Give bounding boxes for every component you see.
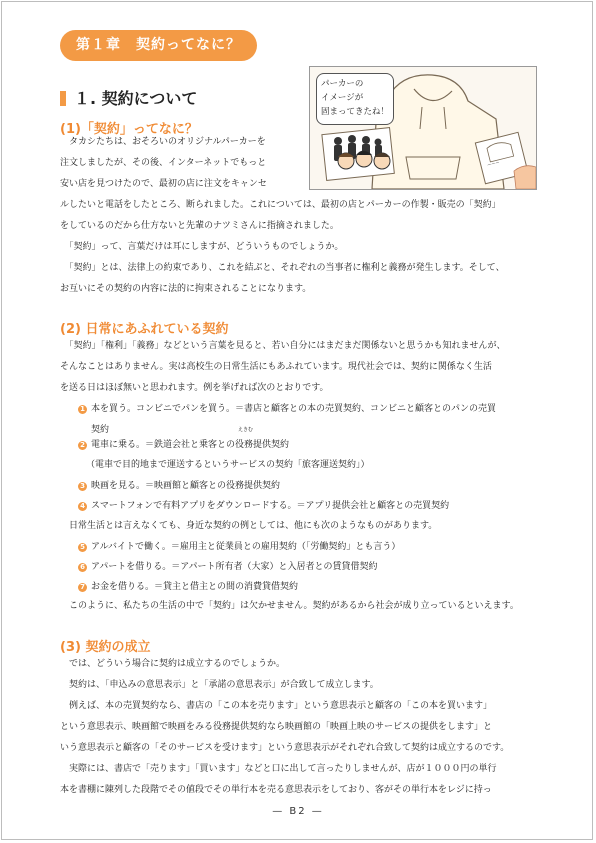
example-text: スマートフォンで有料アプリをダウンロードする。＝アプリ提供会社と顧客との売買契約: [91, 501, 450, 511]
sub1-line: 「契約」って、言葉だけは耳にしますが、どういうものでしょうか。: [60, 242, 344, 252]
example-item: [78, 557, 378, 578]
sub2-intro-line: を送る日はほぼ無いと思われます。例を挙げれば次のとおりです。: [60, 383, 329, 393]
sub2-intro-line: 「契約」「権利」「義務」などという言葉を見ると、若い自分にはまだまだ関係ないと思うかも知れませんが、: [60, 341, 506, 351]
example-text: お金を借りる。＝貸主と借主との間の消費貸借契約: [91, 582, 299, 592]
speech-bubble: [316, 73, 394, 125]
example-text: アルバイトで働く。＝雇用主と従業員との雇用契約（「労働契約」とも言う）: [91, 542, 401, 552]
example-text: 映画を見る。＝映画館と顧客との役務提供契約: [91, 481, 281, 491]
speech-line: イメージが: [321, 93, 364, 103]
sub3-line: 契約は、「申込みの意思表示」と「承諾の意思表示」が合致して成立します。: [60, 680, 379, 690]
example-text: アパートを借りる。＝アパート所有者（大家）と入居者との賃貸借契約: [91, 562, 378, 572]
sub1-line: 安い店を見つけたので、最初の店に注文をキャンセ: [60, 179, 267, 189]
sub3-line: 本を書棚に陳列した段階でその値段でその単行本を売る意思表示をしており、客がその単行本をレジに持っ: [60, 785, 492, 795]
sub3-line: 例えば、本の売買契約なら、書店の「この本を売ります」という意思表示と顧客の「この本を買います」: [60, 701, 493, 711]
chapter-banner: 第１章 契約ってなに？: [60, 30, 257, 61]
sub1-line: ルしたいと電話をしたところ、断られました。これについては、最初の店とパーカーの作製・販売の「契約」: [60, 200, 501, 210]
speech-line: パーカーの: [321, 79, 364, 89]
example-item: [78, 399, 496, 420]
sub2-title: (2) 日常にあふれている契約: [60, 322, 229, 337]
page-number: — B2 —: [272, 806, 324, 817]
item-number-icon: 2: [78, 441, 87, 450]
item-number-icon: 3: [78, 482, 87, 491]
section-title: １. 契約について: [74, 89, 198, 108]
sub3-line: という意思表示、映画館で映画をみる役務提供契約なら映画館の「映画上映のサービスの提供をします」と: [60, 722, 493, 732]
sub2-outro: このように、私たちの生活の中で「契約」は欠かせません。契約があるから社会が成り立っているといえます。: [60, 601, 519, 611]
sub3-title: (3) 契約の成立: [60, 640, 151, 655]
item-number-icon: 6: [78, 563, 87, 572]
sub2-intro-line: そんなことはありません。実は高校生の日常生活にもあふれています。現代社会では、契約に関係なく生活: [60, 362, 492, 372]
sub1-line: 「契約」とは、法律上の約束であり、これを結ぶと、それぞれの当事者に権利と義務が発生します。そして、: [60, 263, 505, 273]
example-text: 契約: [91, 425, 110, 435]
sub3-line: 実際には、書店で「売ります」「買います」などと口に出して言ったりしませんが、店が１０００円の単行: [60, 764, 497, 774]
speech-line: 固まってきたね！: [321, 107, 390, 117]
sub1-title: (1)「契約」ってなに？: [60, 122, 198, 137]
example-text: 本を買う。コンビニでパンを買う。＝書店と顧客との本の売買契約、コンビニと顧客とのパンの売買: [91, 404, 497, 414]
sub3-line: いう意思表示と顧客の「そのサービスを受けます」という意思表示がそれぞれ合致して契約は成立するのです。: [60, 743, 510, 753]
example-item: [86, 455, 370, 476]
sub1-line: をしているのだから仕方ないと先輩のナツミさんに指摘されました。: [60, 221, 339, 231]
example-item: [78, 476, 280, 497]
example-item: [78, 496, 449, 517]
section-marker: [60, 91, 66, 106]
example-text: 電車に乗る。＝鉄道会社と乗客との役務提供契約: [91, 440, 290, 450]
svg-text:~~~: ~~~: [486, 159, 501, 169]
item-number-icon: 5: [78, 543, 87, 552]
sub1-line: お互いにその契約の内容に法的に拘束されることになります。: [60, 284, 312, 294]
example-text: （電車で目的地まで運送するというサービスの契約「旅客運送契約」）: [86, 460, 370, 470]
example-item: [78, 435, 289, 456]
item-number-icon: 1: [78, 405, 87, 414]
sub1-line: 注文しましたが、その後、インターネットでもっと: [60, 158, 267, 168]
sub3-line: では、どういう場合に契約は成立するのでしょうか。: [60, 659, 286, 669]
sub2-mid: 日常生活とは言えなくても、身近な契約の例としては、他にも次のようなものがあります。: [60, 521, 438, 531]
example-item: [78, 577, 298, 598]
item-number-icon: 7: [78, 583, 87, 592]
sub1-line: タカシたちは、おそろいのオリジナルパーカーを: [60, 137, 266, 147]
item-number-icon: 4: [78, 502, 87, 511]
section-heading: [60, 86, 197, 106]
illustration: [309, 66, 537, 190]
ruby-text: えきむ: [238, 427, 254, 433]
example-item: [78, 537, 400, 558]
